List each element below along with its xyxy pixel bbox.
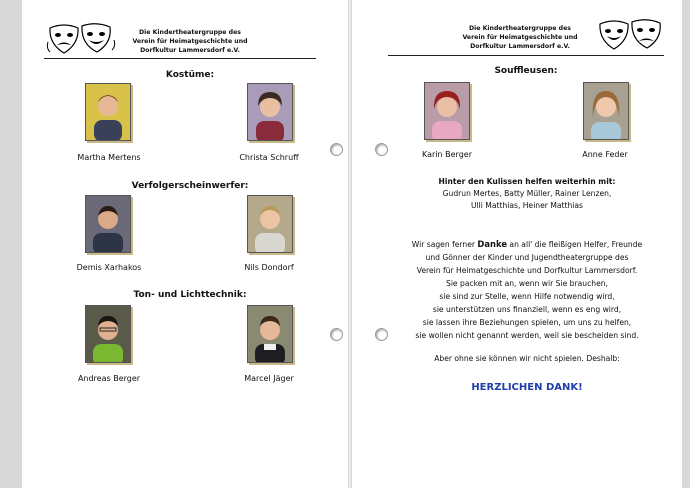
punch-hole xyxy=(330,328,343,341)
photo-andreas-berger xyxy=(85,305,131,363)
thanks-line: sie sind zur Stelle, wenn Hilfe notwendig wird, xyxy=(439,292,615,301)
header-line3: Dorfkultur Lammersdorf e.V. xyxy=(470,43,570,50)
photo-karin-berger xyxy=(424,82,470,140)
photo-nils-dondorf xyxy=(247,195,293,253)
name-martha-mertens: Martha Mertens xyxy=(77,153,141,162)
photo-marcel-jaeger xyxy=(247,305,293,363)
header-line1: Die Kindertheatergruppe des xyxy=(139,29,241,36)
header-rule xyxy=(44,58,316,59)
thanks-first-line xyxy=(380,239,674,251)
header-line3: Dorfkultur Lammersdorf e.V. xyxy=(140,47,240,54)
helpers-line1: Gudrun Mertes, Batty Müller, Rainer Lenzen, xyxy=(442,189,612,198)
name-demis-xarhakos: Demis Xarhakos xyxy=(76,263,142,272)
header-text xyxy=(120,28,260,55)
photo-christa-schruff xyxy=(247,83,293,141)
name-nils-dondorf: Nils Dondorf xyxy=(244,263,294,272)
thanks-line: sie wollen nicht genannt werden, weil sie bescheiden sind. xyxy=(415,331,639,340)
punch-hole xyxy=(330,143,343,156)
section-title-ton-licht: Ton- und Lichttechnik: xyxy=(133,290,247,300)
name-marcel-jaeger: Marcel Jäger xyxy=(244,374,294,383)
thanks-line: Verein für Heimatgeschichte und Dorfkultur Lammersdorf. xyxy=(416,266,638,275)
thanks-bold: Danke xyxy=(477,239,508,249)
header-line1: Die Kindertheatergruppe des xyxy=(469,25,571,32)
big-thanks: HERZLICHEN DANK! xyxy=(471,382,583,393)
helpers-title: Hinter den Kulissen helfen weiterhin mit: xyxy=(438,177,616,186)
helpers-line2: Ulli Matthias, Heiner Matthias xyxy=(470,201,584,210)
name-christa-schruff: Christa Schruff xyxy=(239,153,299,162)
punch-hole xyxy=(375,143,388,156)
thanks-post: an all' die fleißigen Helfer, Freunde xyxy=(507,240,643,249)
name-karin-berger: Karin Berger xyxy=(422,150,472,159)
theater-masks-icon xyxy=(596,18,666,56)
header-line2: Verein für Heimatgeschichte und xyxy=(462,34,578,41)
theater-masks-icon xyxy=(46,22,116,60)
section-title-verfolgerscheinwerfer: Verfolgerscheinwerfer: xyxy=(131,181,249,191)
photo-martha-mertens xyxy=(85,83,131,141)
section-title-souffleusen: Souffleusen: xyxy=(494,66,558,76)
photo-anne-feder xyxy=(583,82,629,140)
header-text-right xyxy=(450,24,590,51)
thanks-pre: Wir sagen ferner xyxy=(411,240,478,249)
thanks-line: Sie packen mit an, wenn wir Sie brauchen, xyxy=(446,279,608,288)
name-anne-feder: Anne Feder xyxy=(582,150,628,159)
thanks-line: sie unterstützen uns finanziell, wenn es eng wird, xyxy=(432,305,622,314)
name-andreas-berger: Andreas Berger xyxy=(77,374,141,383)
photo-demis-xarhakos xyxy=(85,195,131,253)
thanks-line: sie lassen ihre Beziehungen spielen, um uns zu helfen, xyxy=(422,318,632,327)
header-line2: Verein für Heimatgeschichte und xyxy=(132,38,248,45)
header-rule xyxy=(388,55,664,56)
thanks-line: und Gönner der Kinder und Jugendtheatergruppe des xyxy=(425,253,629,262)
closing-line: Aber ohne sie können wir nicht spielen. Deshalb: xyxy=(434,354,620,363)
section-title-kostueme: Kostüme: xyxy=(165,70,215,80)
